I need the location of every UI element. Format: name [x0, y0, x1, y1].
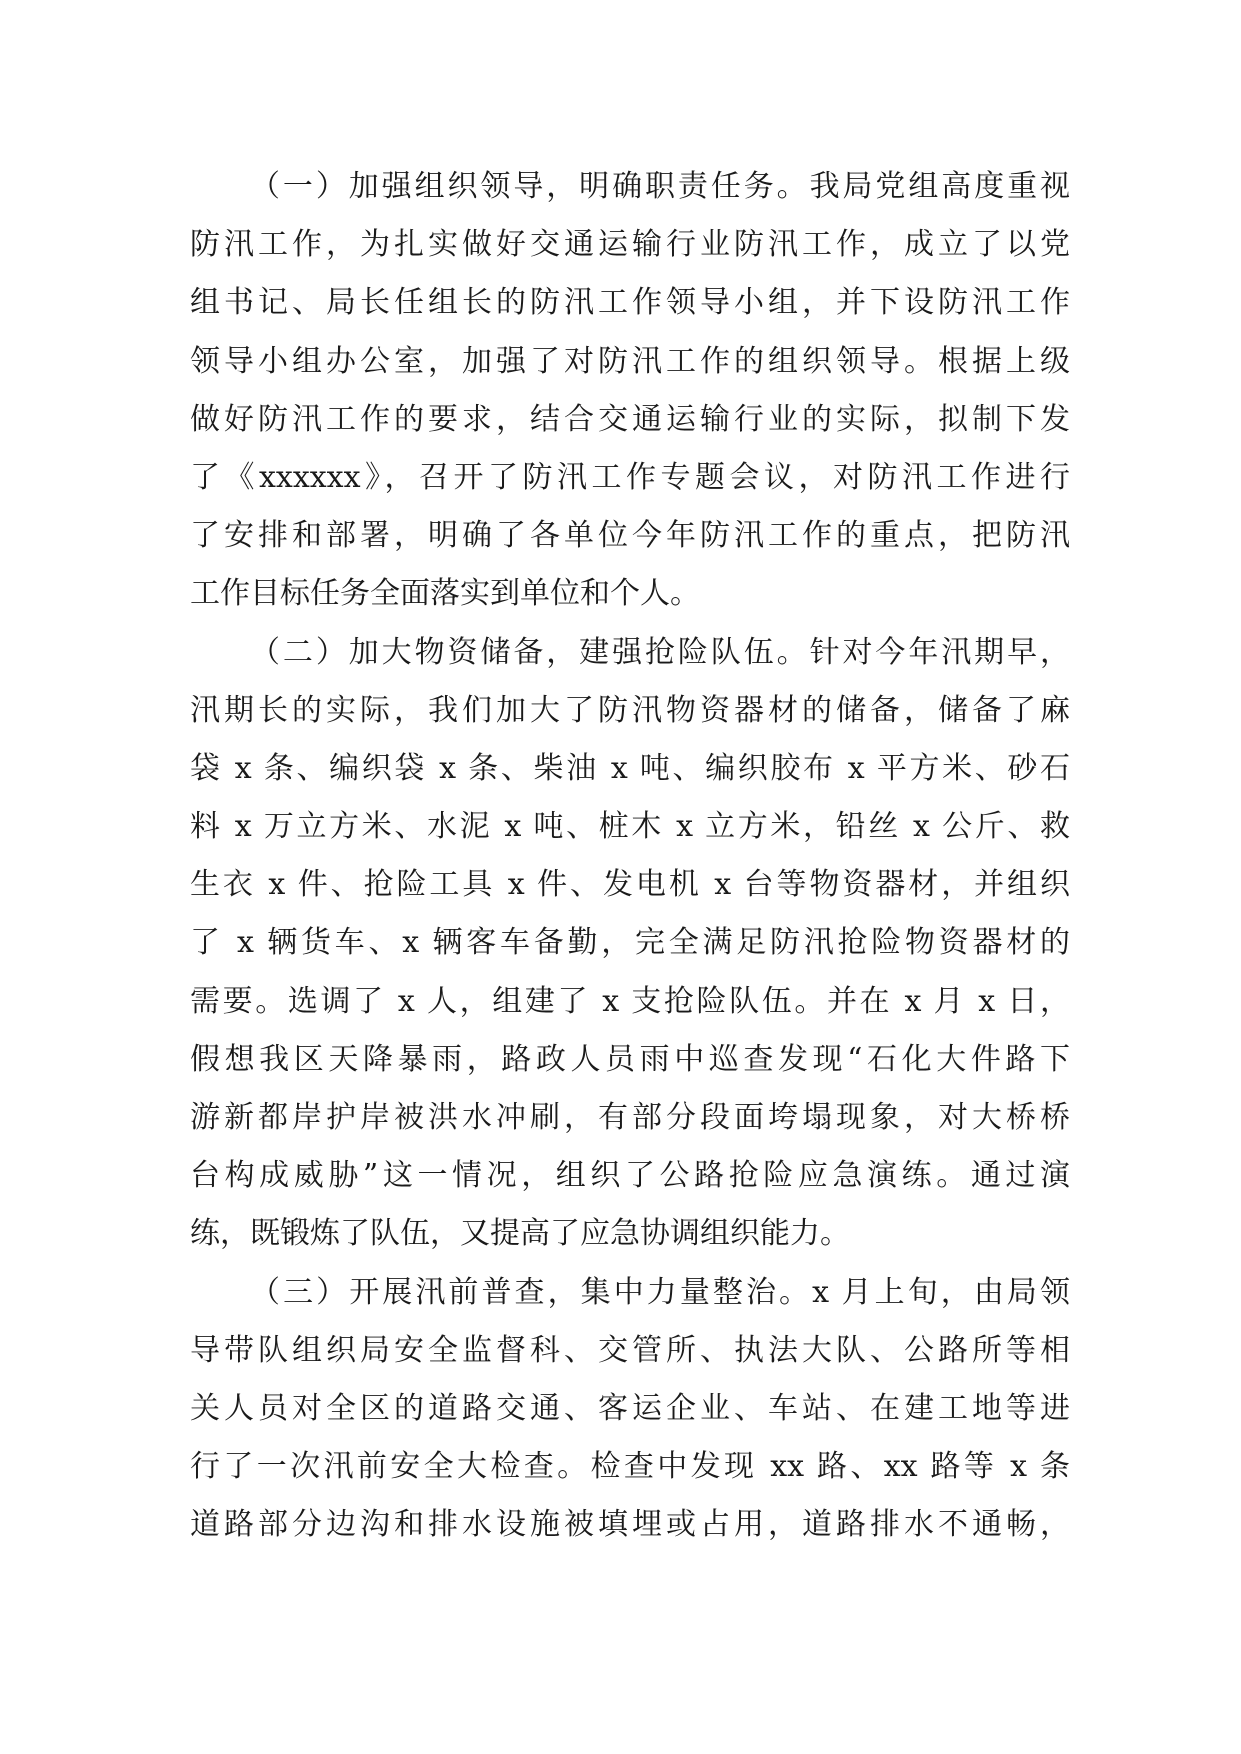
paragraph-1-line-2: 防汛工作，为扎实做好交通运输行业防汛工作，成立了以党 [190, 227, 1070, 263]
paragraph-2-line-3: 袋 x 条、编织袋 x 条、柴油 x 吨、编织胶布 x 平方米、砂石 [190, 750, 1070, 786]
paragraph-3-line-2: 导带队组织局安全监督科、交管所、执法大队、公路所等相 [190, 1332, 1070, 1368]
paragraph-3-line-1: （三）开展汛前普查，集中力量整治。x 月上旬，由局领 [250, 1274, 1070, 1310]
paragraph-2-line-5: 生衣 x 件、抢险工具 x 件、发电机 x 台等物资器材，并组织 [190, 867, 1070, 903]
paragraph-2-line-4: 料 x 万立方米、水泥 x 吨、桩木 x 立方米，铅丝 x 公斤、救 [190, 809, 1070, 845]
paragraph-1-line-1: （一）加强组织领导，明确职责任务。我局党组高度重视 [250, 169, 1070, 204]
document-body [190, 158, 1070, 1555]
paragraph-2-line-9: 游新都岸护岸被洪水冲刷，有部分段面垮塌现象，对大桥桥 [190, 1100, 1070, 1135]
paragraph-2-line-2: 汛期长的实际，我们加大了防汛物资器材的储备，储备了麻 [190, 692, 1070, 728]
paragraph-1-line-5: 做好防汛工作的要求，结合交通运输行业的实际，拟制下发 [190, 401, 1070, 437]
paragraph-1-line-3: 组书记、局长任组长的防汛工作领导小组，并下设防汛工作 [190, 285, 1070, 321]
paragraph-2-line-6: 了 x 辆货车、x 辆客车备勤，完全满足防汛抢险物资器材的 [190, 925, 1070, 961]
paragraph-1-line-8: 工作目标任务全面落实到单位和个人。 [190, 576, 700, 612]
paragraph-2-line-8: 假想我区天降暴雨，路政人员雨中巡查发现“石化大件路下 [190, 1041, 1070, 1077]
paragraph-3-line-3: 关人员对全区的道路交通、客运企业、车站、在建工地等进 [190, 1390, 1070, 1426]
paragraph-3-line-4: 行了一次汛前安全大检查。检查中发现 xx 路、xx 路等 x 条 [190, 1449, 1070, 1485]
paragraph-3-line-5: 道路部分边沟和排水设施被填埋或占用，道路排水不通畅， [190, 1507, 1070, 1543]
paragraph-2-line-10: 台构成威胁”这一情况，组织了公路抢险应急演练。通过演 [190, 1158, 1070, 1194]
paragraph-1-line-7: 了安排和部署，明确了各单位今年防汛工作的重点，把防汛 [190, 518, 1070, 554]
paragraph-1-line-4: 领导小组办公室，加强了对防汛工作的组织领导。根据上级 [190, 343, 1070, 379]
paragraph-1-line-6: 了《xxxxxx》，召开了防汛工作专题会议，对防汛工作进行 [190, 459, 1070, 495]
paragraph-2-line-11: 练，既锻炼了队伍，又提高了应急协调组织能力。 [190, 1216, 850, 1252]
paragraph-2-line-7: 需要。选调了 x 人，组建了 x 支抢险队伍。并在 x 月 x 日， [190, 983, 1070, 1019]
paragraph-2-line-1: （二）加大物资储备，建强抢险队伍。针对今年汛期早， [250, 634, 1070, 670]
